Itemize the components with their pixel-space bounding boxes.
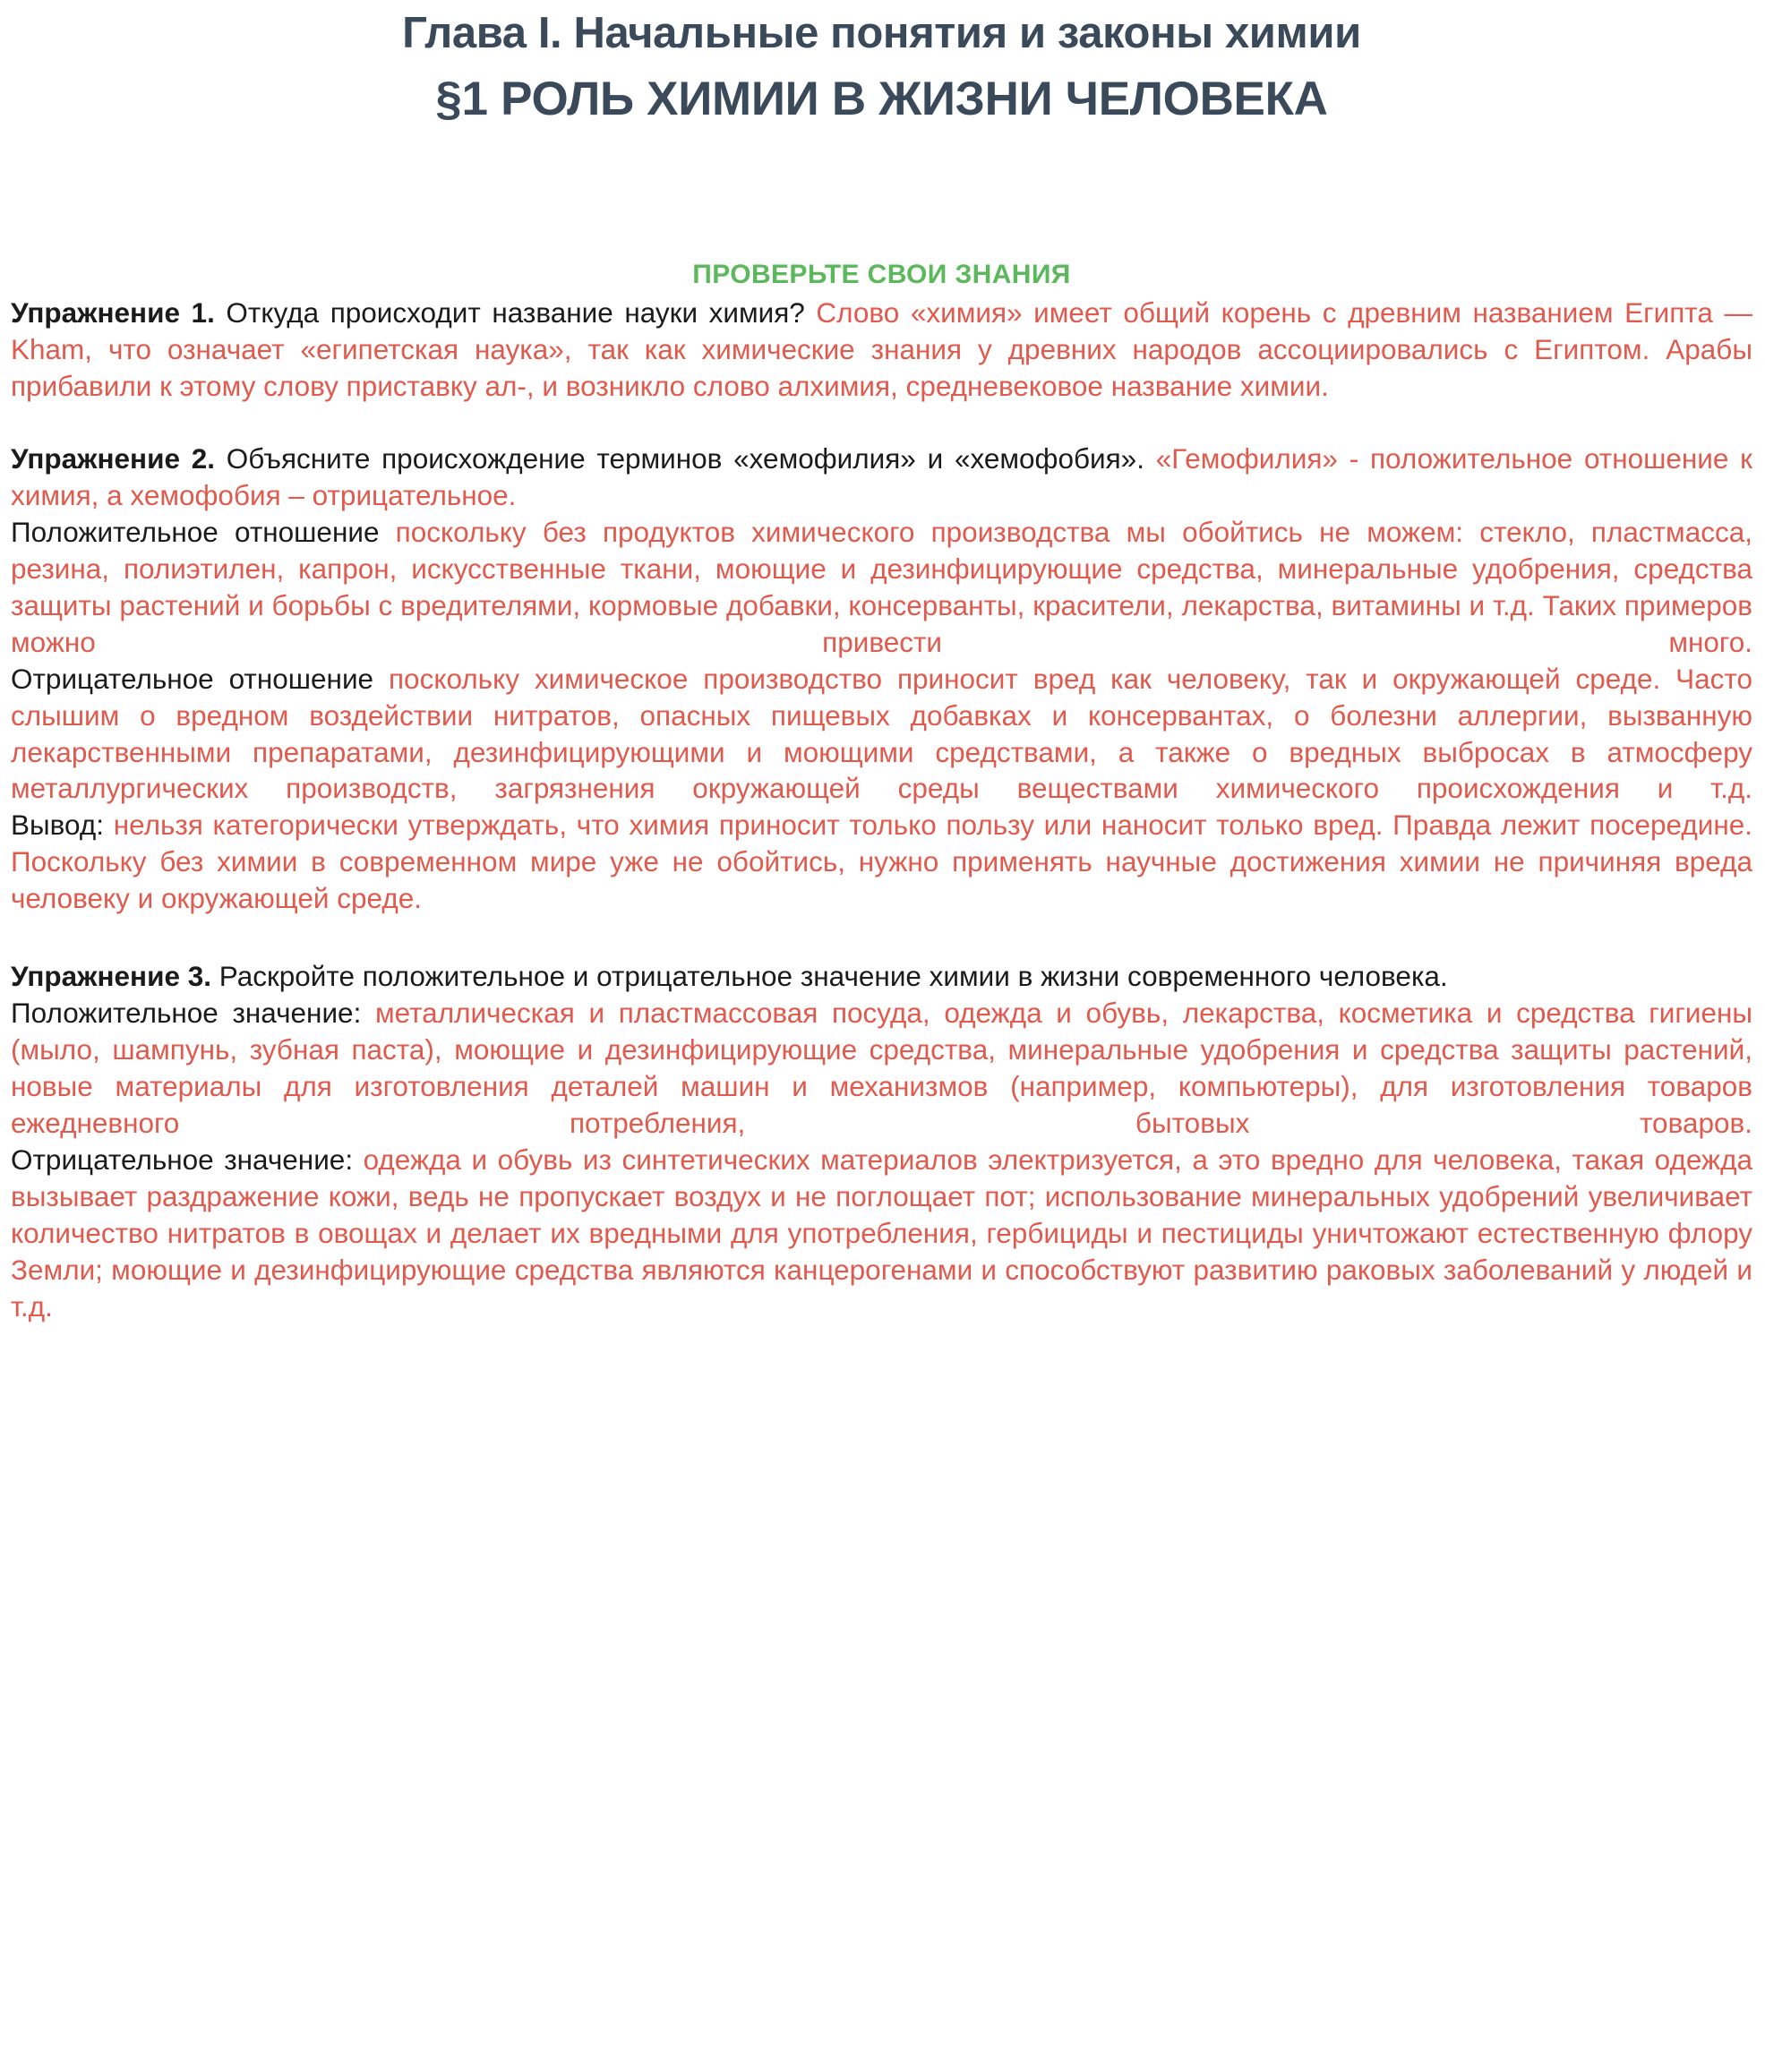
exercise-1-question: Откуда происходит название науки химия? (214, 296, 817, 330)
exercise-2-conclusion-label: Вывод: (11, 809, 104, 842)
exercise-3-paragraph (11, 958, 1752, 995)
exercise-2-answer: «Гемофилия» - положительное отношение к химия, а хемофобия – отрицательное. (11, 442, 1752, 511)
exercise-3-positive-paragraph (11, 995, 1752, 1142)
exercise-2-number: 2. (191, 442, 216, 475)
exercise-3-negative-answer: одежда и обувь из синтетических материалов электризуется, а это вредно для человека, такая одежда вызывает раздражение кожи, ведь не пропускает воздух и не поглощает пот; использование минеральных удобрений увеличивает количество нитратов в овощах и делает их вредными для употребления, гербициды и пестициды уничтожают естественную флору Земли; моющие и дезинфицирующие средства являются канцерогенами и способствуют развитию раковых заболеваний у людей и т.д. (11, 1143, 1753, 1323)
exercise-2-positive-paragraph (11, 514, 1752, 661)
exercise-2-positive-label: Положительное отношение (11, 515, 396, 548)
section-gap (11, 917, 1752, 958)
paragraph-gap (11, 405, 1752, 441)
exercise-1-paragraph (11, 295, 1752, 405)
exercise-3-negative-paragraph (11, 1142, 1752, 1325)
exercise-2-conclusion-paragraph (11, 807, 1752, 917)
check-knowledge-heading: ПРОВЕРЬТЕ СВОИ ЗНАНИЯ (692, 260, 1071, 290)
exercise-3-positive-label: Положительное значение: (11, 997, 362, 1030)
exercise-3-question: Раскройте положительное и отрицательное значение химии в жизни современного человека. (211, 960, 1448, 993)
exercise-3-positive-answer: металлическая и пластмассовая посуда, одежда и обувь, лекарства, косметика и средства гигиены (мыло, шампунь, зубная паста), моющие и дезинфицирующие средства, минеральные удобрения и средства защиты растений, новые материалы для изготовления деталей машин и механизмов (например, компьютеры), для изготовления товаров ежедневного потребления, бытовых товаров. (11, 997, 1753, 1139)
section-title: §1 РОЛЬ ХИМИИ В ЖИЗНИ ЧЕЛОВЕКА (435, 72, 1328, 125)
exercise-2-paragraph (11, 441, 1752, 514)
title-spacer (11, 125, 1752, 260)
exercise-2-negative-paragraph (11, 661, 1752, 808)
exercise-3-label: Упражнение 3. (11, 960, 211, 993)
exercise-2-positive-answer: поскольку без продуктов химического производства мы обойтись не можем: стекло, пластмасса, резина, полиэтилен, капрон, искусственные ткани, моющие и дезинфицирующие средства, минеральные удобрения, средства защиты растений и борьбы с вредителями, кормовые добавки, консерванты, красители, лекарства, витамины и т.д. Таких примеров можно привести много. (11, 515, 1753, 658)
exercise-2-question: Объясните происхождение терминов «хемофилия» и «хемофобия». (215, 442, 1156, 475)
exercise-3-negative-label: Отрицательное значение: (11, 1143, 354, 1176)
chapter-title: Глава I. Начальные понятия и законы химии (402, 9, 1361, 57)
document-page (0, 9, 1765, 1325)
exercise-1-label: Упражнение 1. (11, 296, 215, 330)
exercise-2-negative-answer: поскольку химическое производство приносит вред как человеку, так и окружающей среде. Часто слышим о вредном воздействии нитратов, опасных пищевых добавках и консервантах, о болезни аллергии, вызванную лекарственными препаратами, дезинфицирующими и моющими средствами, а также о вредных выбросах в атмосферу металлургических производств, загрязнения окружающей среды веществами химического происхождения и т.д. (11, 662, 1752, 805)
exercise-1-answer: Слово «химия» имеет общий корень с древним названием Египта — Kham, что означает «египетская наука», так как химические знания у древних народов ассоциировались с Египтом. Арабы прибавили к этому слову приставку ал-, и возникло слово алхимия, средневековое название химии. (11, 296, 1752, 403)
exercise-2-negative-label: Отрицательное отношение (11, 662, 389, 695)
exercise-2-label: Упражнение (11, 442, 192, 475)
exercise-2-conclusion-answer: нельзя категорически утверждать, что химия приносит только пользу или наносит только вред. Правда лежит посередине. Поскольку без химии в современном мире уже не обойтись, нужно применять научные достижения химии не причиняя вреда человеку и окружающей среде. (11, 809, 1752, 915)
